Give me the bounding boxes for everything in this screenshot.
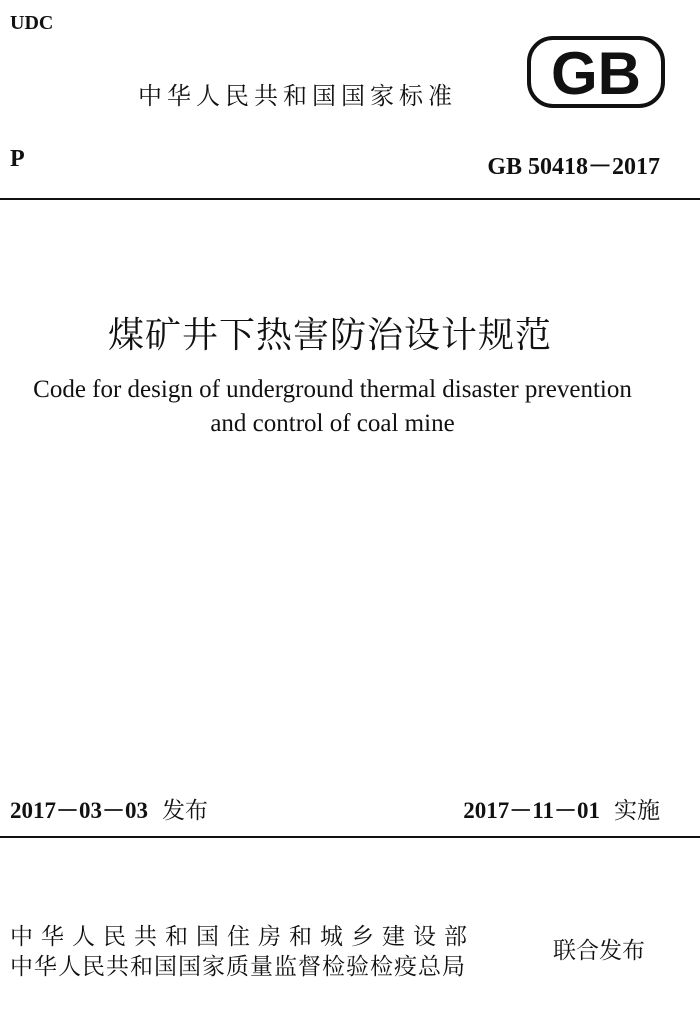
issuer-ministry-housing: 中华人民共和国住房和城乡建设部	[10, 924, 475, 950]
issue-date: 2017－03－03	[10, 798, 148, 823]
implement-label: 实施	[614, 798, 660, 824]
title-chinese: 煤矿井下热害防治设计规范	[107, 315, 552, 356]
implement-date-block	[463, 792, 660, 825]
title-english-line1: Code for design of underground thermal disaster prevention	[33, 376, 632, 403]
title-english-line2: and control of coal mine	[210, 410, 455, 437]
standard-number: GB 50418－2017	[487, 154, 660, 180]
bottom-divider	[0, 836, 700, 838]
category-code: P	[10, 146, 25, 172]
implement-date: 2017－11－01	[463, 798, 600, 823]
joint-issue-label: 联合发布	[553, 938, 645, 964]
standard-class-title: 中华人民共和国国家标准	[138, 82, 457, 110]
issue-label: 发布	[162, 798, 208, 824]
top-divider	[0, 198, 700, 200]
gb-logo-text: GB	[551, 40, 641, 107]
issuer-aqsiq: 中华人民共和国国家质量监督检验检疫总局	[10, 954, 466, 980]
issue-date-block	[10, 792, 208, 825]
udc-label: UDC	[10, 12, 54, 34]
gb-logo	[527, 36, 665, 108]
